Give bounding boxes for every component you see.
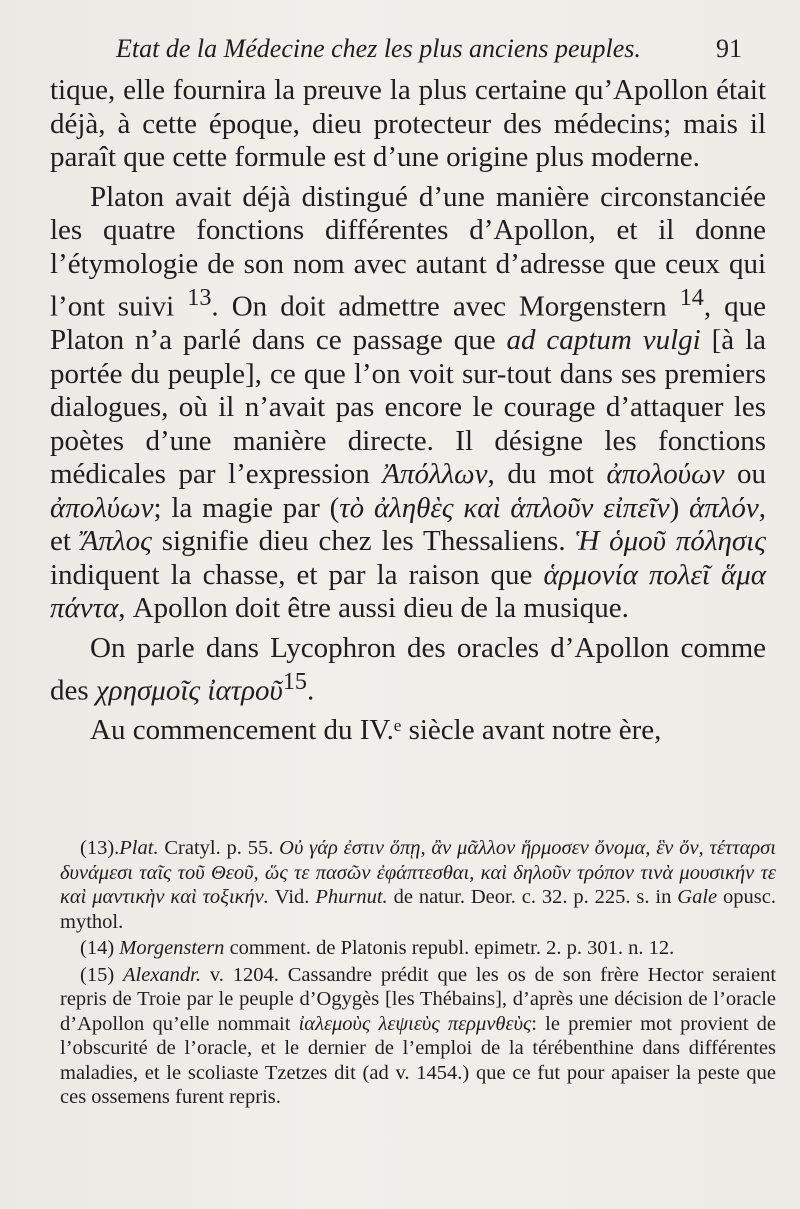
text-span: ou bbox=[724, 458, 766, 491]
footnote-label: (14) bbox=[80, 937, 115, 959]
page-number: 91 bbox=[716, 34, 742, 63]
greek-phrase: τὸ ἀληθὲς καὶ ἁπλοῦν εἰπεῖν bbox=[339, 491, 670, 524]
greek-phrase: χρησμοῖς ἰατροῦ bbox=[95, 674, 283, 707]
text-span: : le premier mot provient de l’obscurité de l’oracle, et le dernier de l’emploi de la térébenthine dans différentes maladies, et le scoliaste Tzetzes dit (ad v. 1454.) que ce fut pour apaiser la peste que ces ossemens furent repris. bbox=[60, 1012, 776, 1108]
text-span: [à la portée du peuple], ce que l’on voit sur-tout dans ses premiers dialogues, où il n’avait pas encore le courage d’attaquer les poètes d’une manière directe. Il désigne les fonctions médicales par l’expression bbox=[50, 324, 766, 491]
footnote-author: Gale bbox=[677, 886, 718, 908]
greek-phrase: Ἡ ὁμοῦ πόλησις bbox=[575, 525, 766, 558]
greek-word: Ἄπλος bbox=[80, 525, 152, 558]
greek-phrase: ἁρμονία πολεῖ ἅμα πάντα bbox=[50, 558, 766, 625]
paragraph-4: Au commencement du IV.ᵉ siècle avant notre ère, bbox=[90, 714, 662, 747]
footnote-author: Plat. bbox=[119, 837, 159, 859]
text-span: . bbox=[306, 674, 315, 707]
footnote-ref-13: 13 bbox=[187, 284, 212, 311]
header-title: Etat de la Médecine chez les plus anciens peuples. bbox=[116, 34, 641, 63]
text-span: . On doit admettre avec Morgenstern bbox=[211, 290, 680, 323]
greek-quotation: Οὐ γάρ ἐστιν ὅπῃ, ἂν μᾶλλον ἥρμοσεν ὄνομα, ἓν ὄν, τέτταρσι δυνάμεσι ταῖς τοῦ Θεοῦ, ὥς τε πασῶν ἐφάπτεσθαι, καὶ δηλοῦν τρόπον τινὰ μουσικήν τε καὶ μαντικὴν καὶ τοξικήν. bbox=[60, 837, 776, 908]
text-span: v. 1204. Cassandre prédit que les os de son frère Hector seraient repris de Troie par le peuple d’Ogygès [les Thébains], d’après une décision de l’oracle d’Apollon qu’elle nommait bbox=[60, 963, 777, 1035]
text-span: ; la magie par ( bbox=[153, 491, 340, 524]
paragraph-2 bbox=[50, 181, 766, 626]
text-span: opusc. mythol. bbox=[60, 886, 776, 933]
running-header bbox=[116, 34, 742, 64]
greek-word: ἁπλόν bbox=[689, 491, 759, 524]
text-span: , que Platon n’a parlé dans ce passage que bbox=[50, 290, 767, 357]
main-text bbox=[50, 74, 766, 754]
footnote-author: Morgenstern bbox=[119, 937, 225, 959]
text-span: On parle dans Lycophron des oracles d’Apollon comme des bbox=[50, 631, 766, 707]
greek-word: ἀπολύων bbox=[50, 491, 154, 524]
greek-phrase: ἰαλεμοὺς λεψιεὺς περμνθεὺς bbox=[298, 1012, 532, 1035]
text-span: , Apollon doit être aussi dieu de la musique. bbox=[118, 592, 629, 625]
footnote-ref-15: 15 bbox=[282, 668, 307, 696]
text-span: Vid. bbox=[268, 886, 316, 908]
text-span: de natur. Deor. c. 32. p. 225. s. in bbox=[387, 886, 678, 908]
paragraph-3 bbox=[50, 632, 766, 709]
text-span: Platon avait déjà distingué d’une manière circonstanciée les quatre fonctions différentes d’Apollon, et il donne l’étymologie de son nom avec autant d’adresse que ceux qui l’ont suivi bbox=[50, 180, 766, 323]
footnote-ref-14: 14 bbox=[679, 284, 704, 311]
footnote-label: (15) bbox=[80, 963, 115, 986]
footnote-author: Alexandr. bbox=[123, 963, 202, 986]
footnote-15 bbox=[60, 963, 776, 1110]
footnote-label: (13). bbox=[80, 837, 120, 859]
paragraph-1: tique, elle fournira la preuve la plus certaine qu’Apollon était déjà, à cette époque, dieu protecteur des médecins; mais il paraît que cette formule est d’une origine plus moderne. bbox=[50, 74, 766, 173]
text-span: , du mot bbox=[487, 458, 607, 491]
footnote-13 bbox=[60, 836, 776, 934]
text-span: , et bbox=[50, 491, 766, 558]
footnote-author: Phurnut. bbox=[315, 886, 388, 908]
text-span: Cratyl. p. 55. bbox=[158, 837, 280, 859]
latin-phrase: ad captum vulgi bbox=[506, 324, 701, 357]
text-span: indiquent la chasse, et par la raison que bbox=[50, 558, 544, 591]
greek-word: ἀπολούων bbox=[606, 458, 725, 491]
footnotes bbox=[60, 836, 776, 1112]
text-span: ) bbox=[669, 491, 690, 524]
footnote-14 bbox=[60, 936, 776, 961]
greek-word: Ἀπόλλων bbox=[382, 458, 488, 491]
text-span: signifie dieu chez les Thessaliens. bbox=[151, 525, 576, 558]
text-span: comment. de Platonis republ. epimetr. 2. p. 301. n. 12. bbox=[224, 937, 675, 959]
